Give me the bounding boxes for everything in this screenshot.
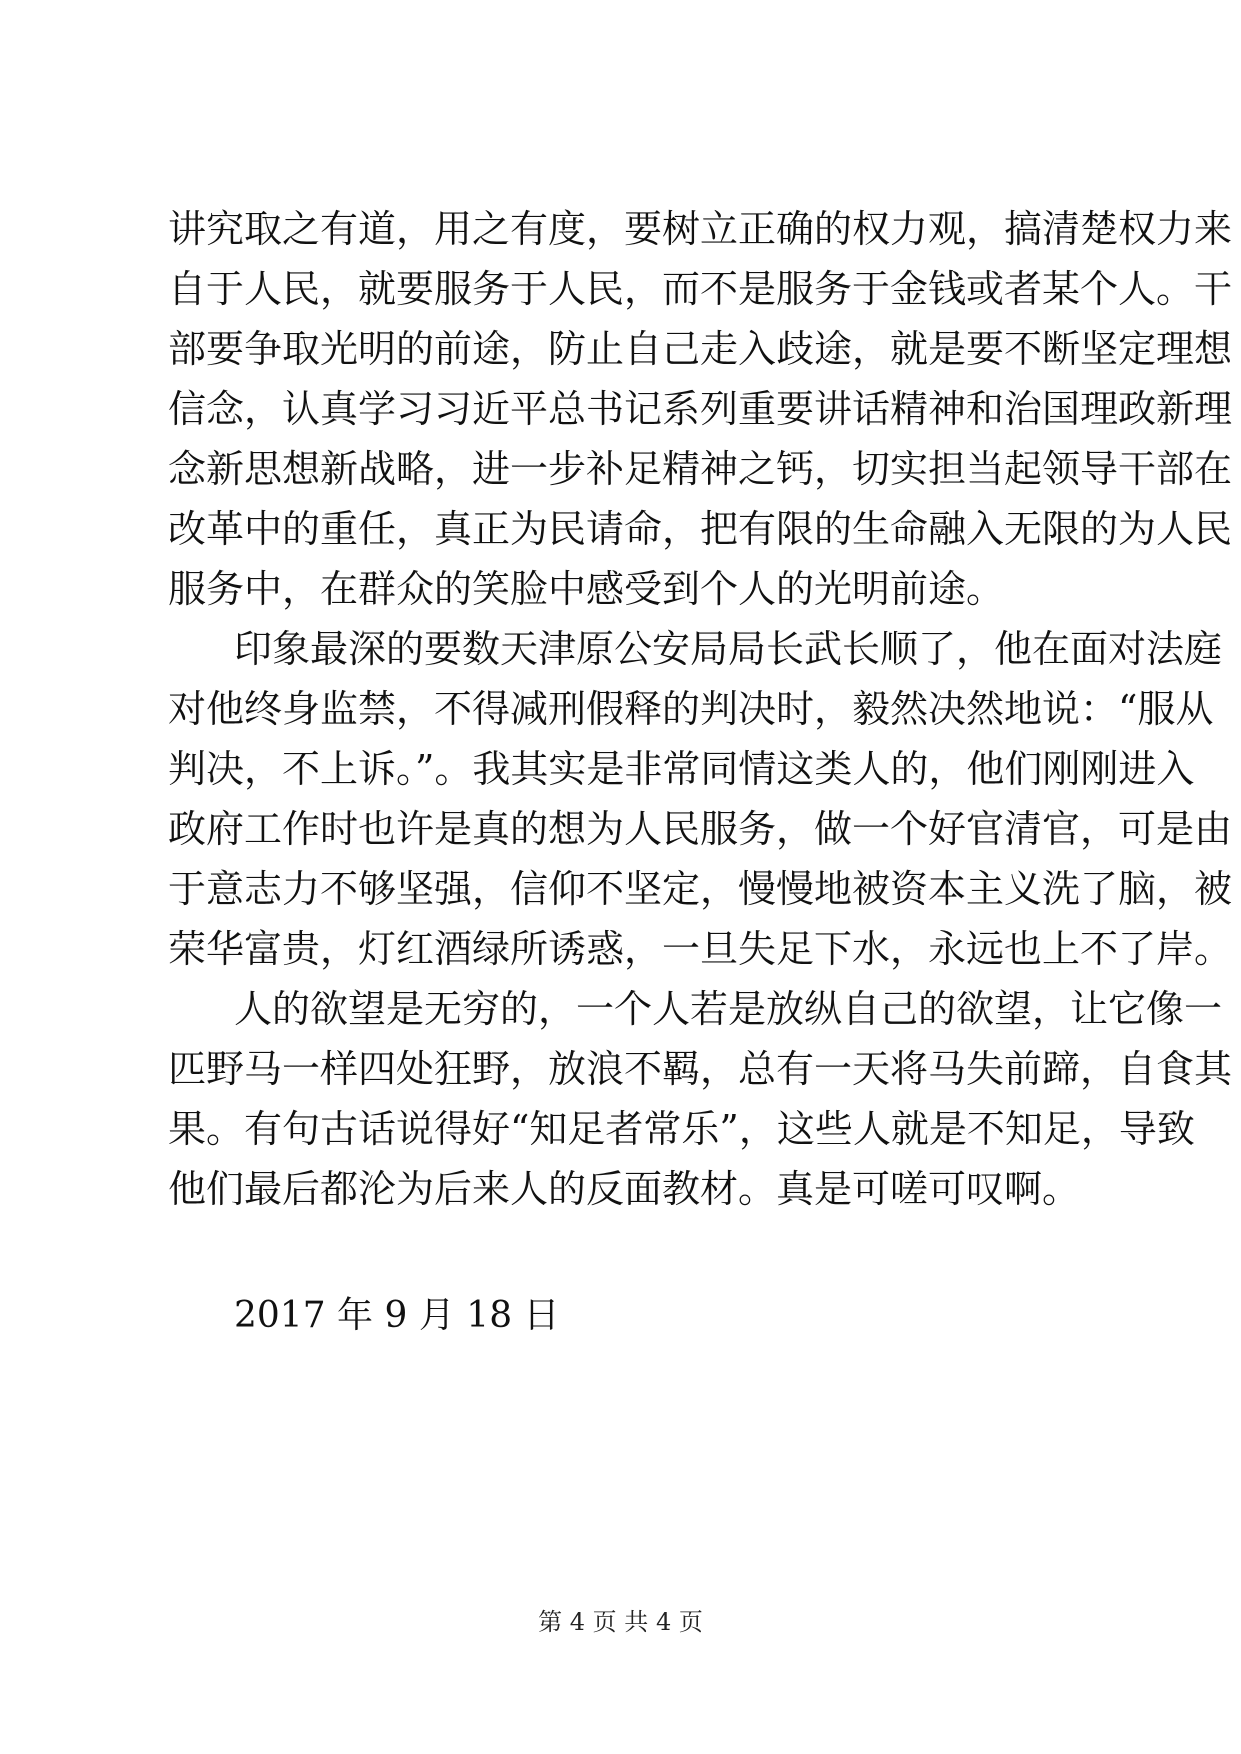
text-line: 服务中，在群众的笑脸中感受到个人的光明前途。 xyxy=(168,567,1005,611)
text-line: 政府工作时也许是真的想为人民服务，做一个好官清官，可是由 xyxy=(168,807,1233,851)
text-line: 改革中的重任，真正为民请命，把有限的生命融入无限的为人民 xyxy=(168,507,1233,551)
text-line: 印象最深的要数天津原公安局局长武长顺了，他在面对法庭 xyxy=(234,627,1223,671)
text-line: 部要争取光明的前途，防止自己走入歧途，就是要不断坚定理想 xyxy=(168,327,1233,371)
text-line: 人的欲望是无穷的，一个人若是放纵自己的欲望，让它像一 xyxy=(234,987,1223,1031)
text-line: 自于人民，就要服务于人民，而不是服务于金钱或者某个人。干 xyxy=(168,267,1233,311)
document-date: 2017 年 9 月 18 日 xyxy=(234,1295,560,1336)
text-line: 判决，不上诉。”。我其实是非常同情这类人的，他们刚刚进入 xyxy=(168,747,1195,791)
text-line: 果。有句古话说得好“知足者常乐”，这些人就是不知足，导致 xyxy=(168,1107,1195,1151)
text-line: 念新思想新战略，进一步补足精神之钙，切实担当起领导干部在 xyxy=(168,447,1233,491)
text-line: 信念，认真学习习近平总书记系列重要讲话精神和治国理政新理 xyxy=(168,387,1233,431)
text-line: 于意志力不够坚强，信仰不坚定，慢慢地被资本主义洗了脑，被 xyxy=(168,867,1233,911)
text-line: 匹野马一样四处狂野，放浪不羁，总有一天将马失前蹄，自食其 xyxy=(168,1047,1233,1091)
text-line: 讲究取之有道，用之有度，要树立正确的权力观，搞清楚权力来 xyxy=(168,207,1233,251)
page-number: 第 4 页 共 4 页 xyxy=(538,1608,703,1636)
text-line: 对他终身监禁，不得减刑假释的判决时，毅然决然地说：“服从 xyxy=(168,687,1214,731)
text-line: 他们最后都沦为后来人的反面教材。真是可嗟可叹啊。 xyxy=(168,1167,1081,1211)
page-footer xyxy=(0,1602,1241,1642)
text-line: 荣华富贵，灯红酒绿所诱惑，一旦失足下水，永远也上不了岸。 xyxy=(168,927,1233,971)
